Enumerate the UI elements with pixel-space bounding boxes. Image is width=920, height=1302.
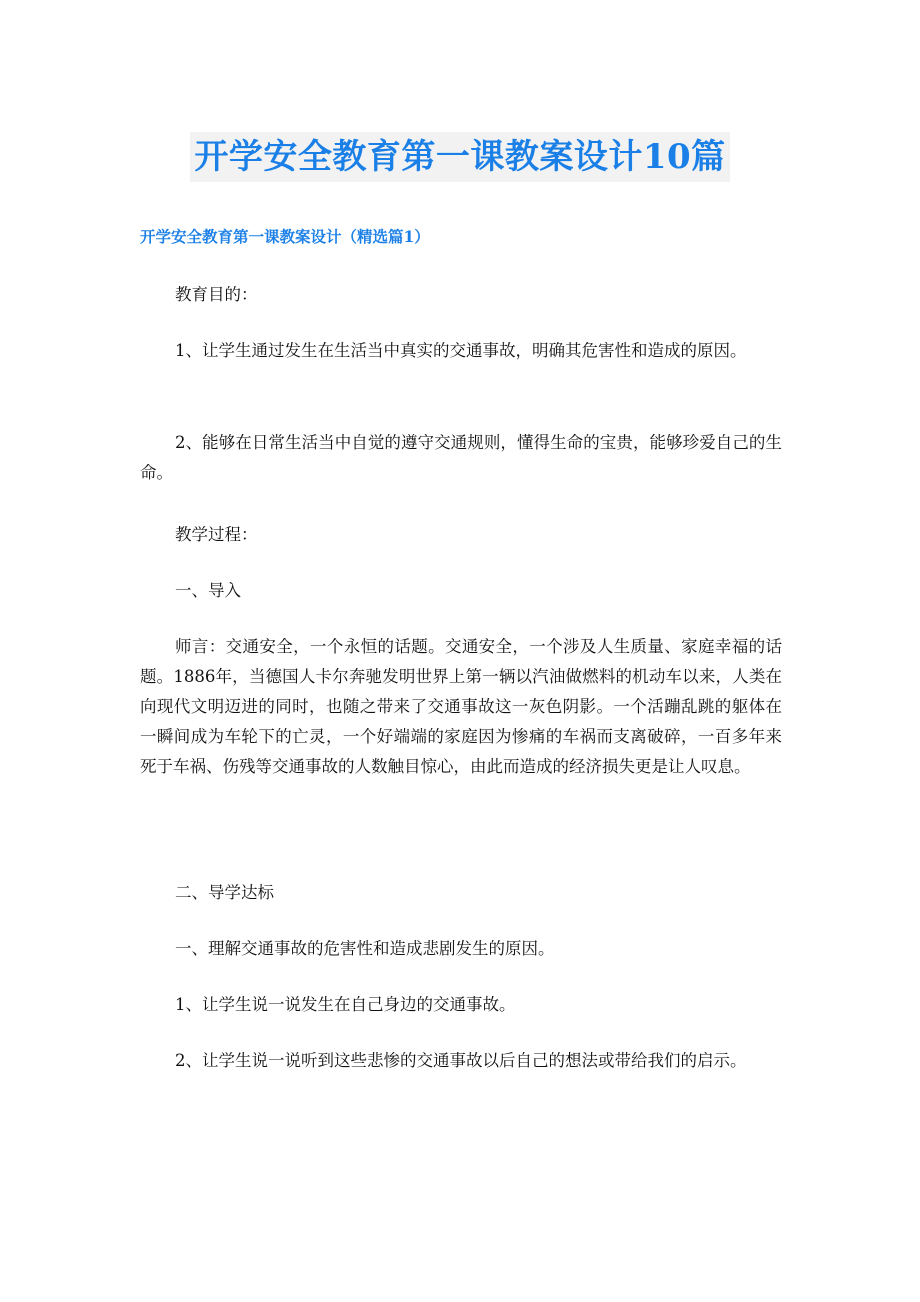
- paragraph-understand-accidents: 一、理解交通事故的危害性和造成悲剧发生的原因。: [175, 939, 555, 958]
- paragraph-teaching-process: 教学过程：: [175, 525, 258, 544]
- paragraph-goal-2: 2、能够在日常生活当中自觉的遵守交通规则，懂得生命的宝贵，能够珍爱自己的生命。: [140, 433, 782, 482]
- paragraph-intro-heading: 一、导入: [175, 581, 241, 600]
- paragraph-step-1: 1、让学生说一说发生在自己身边的交通事故。: [175, 995, 516, 1014]
- document-title: 开学安全教育第一课教案设计10篇: [190, 132, 729, 182]
- paragraph-education-goal: 教育目的：: [175, 285, 258, 304]
- section-heading: 开学安全教育第一课教案设计（精选篇1）: [140, 227, 430, 246]
- title-wrap: [0, 132, 920, 182]
- paragraph-teacher-speech: 师言：交通安全，一个永恒的话题。交通安全，一个涉及人生质量、家庭幸福的话题。1886年，当德国人卡尔奔驰发明世界上第一辆以汽油做燃料的机动车以来，人类在向现代文明迈进的同时，也随之带来了交通事故这一灰色阴影。一个活蹦乱跳的躯体在一瞬间成为车轮下的亡灵，一个好端端的家庭因为惨痛的车祸而支离破碎，一百多年来死于车祸、伤残等交通事故的人数触目惊心，由此而造成的经济损失更是让人叹息。: [140, 637, 782, 776]
- paragraph-step-2: 2、让学生说一说听到这些悲惨的交通事故以后自己的想法或带给我们的启示。: [175, 1051, 747, 1070]
- paragraph-goal-1: 1、让学生通过发生在生活当中真实的交通事故，明确其危害性和造成的原因。: [175, 341, 747, 360]
- paragraph-guided-learning-heading: 二、导学达标: [175, 883, 274, 902]
